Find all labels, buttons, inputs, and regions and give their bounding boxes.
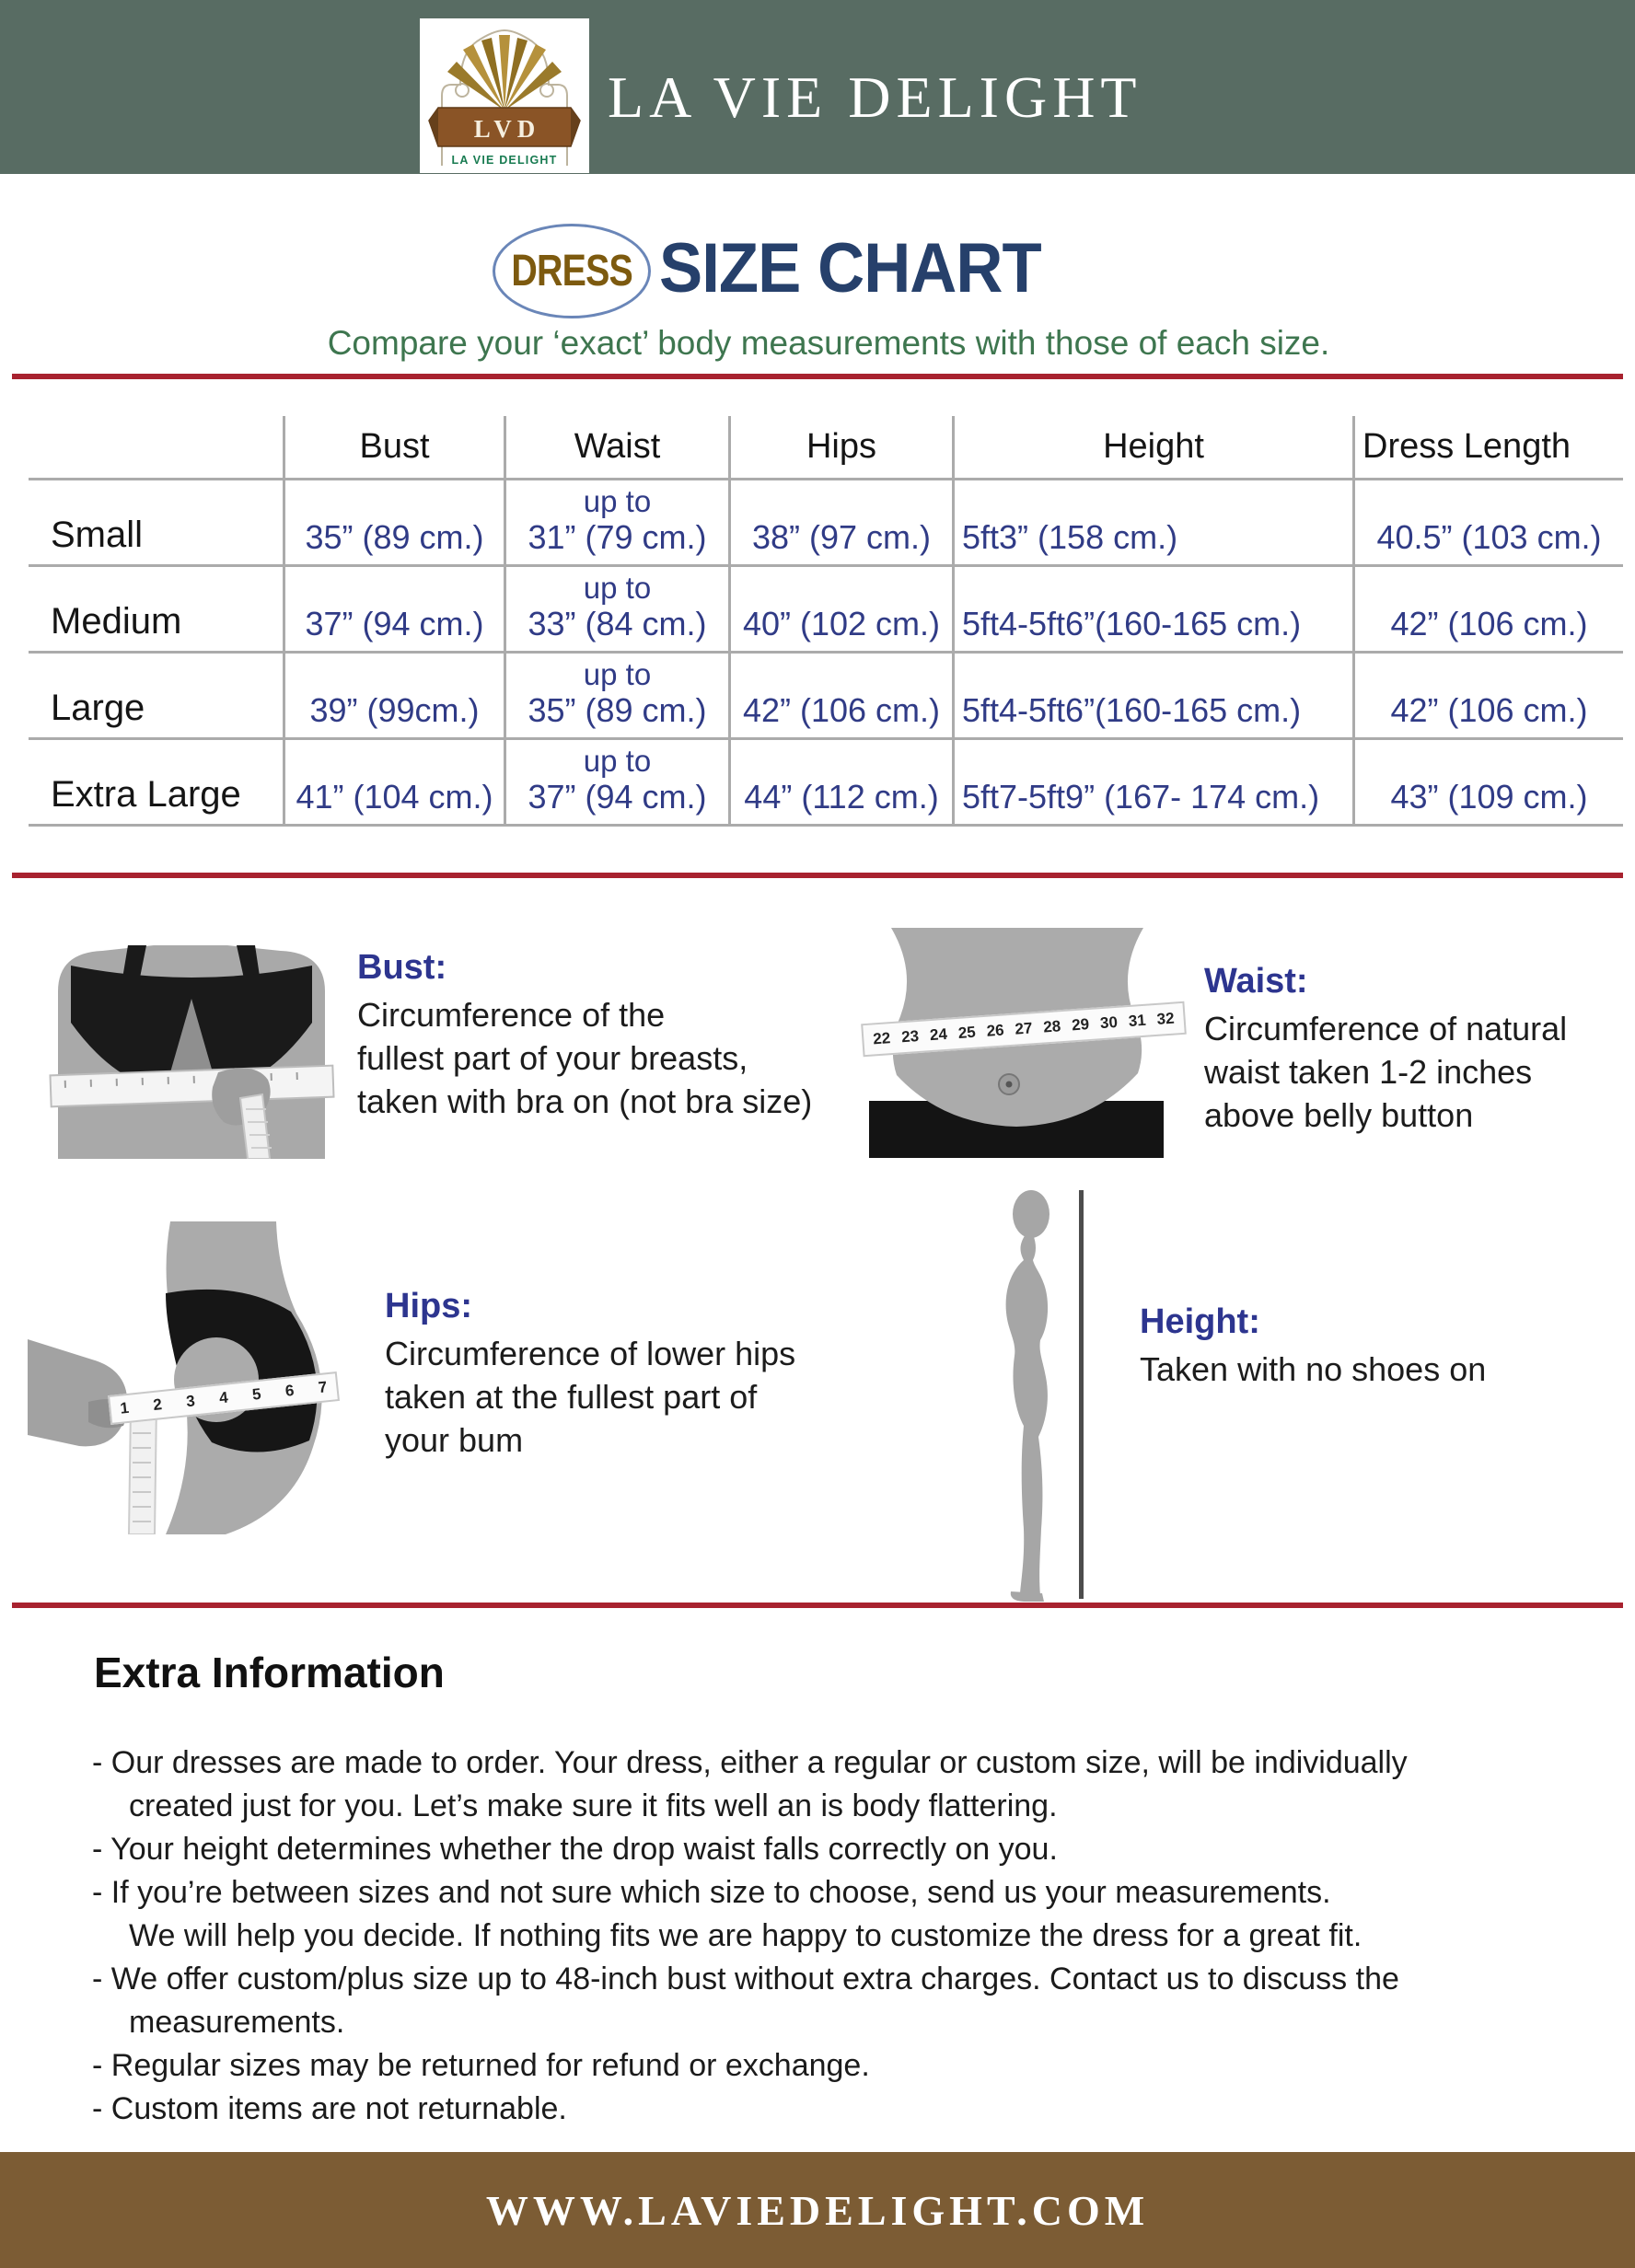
tape-num: 32	[1156, 1009, 1176, 1028]
hips-value-large: 42” (106 cm.)	[728, 654, 952, 740]
tape-num: 25	[957, 1023, 977, 1042]
hips-guide-lines	[385, 1332, 919, 1462]
waist-up-to-note: up to	[583, 743, 652, 778]
hips-value-small: 38” (97 cm.)	[728, 480, 952, 567]
info-line: We will help you decide. If nothing fits we are happy to customize the dress for a great fit.	[129, 1918, 1362, 1953]
column-header-dress-length: Dress Length	[1352, 416, 1623, 480]
info-line: - Your height determines whether the drop waist falls correctly on you.	[92, 1832, 1058, 1867]
column-header-height: Height	[952, 416, 1352, 480]
extra-info-list	[92, 1742, 1602, 2131]
dress-length-value-extra-large: 43” (109 cm.)	[1352, 740, 1623, 827]
logo-fan-icon	[420, 18, 589, 173]
guide-line: fullest part of your breasts,	[357, 1039, 748, 1077]
waist-value-medium: up to 33” (84 cm.)	[504, 567, 728, 654]
height-guide-lines	[1140, 1348, 1545, 1391]
column-header-hips: Hips	[728, 416, 952, 480]
tape-num: 29	[1071, 1015, 1090, 1035]
guide-line: Circumference of natural	[1204, 1010, 1568, 1047]
guide-line: above belly button	[1204, 1096, 1474, 1134]
tape-num: 30	[1099, 1012, 1119, 1033]
guide-line: Taken with no shoes on	[1140, 1350, 1487, 1388]
tape-num: 24	[929, 1024, 948, 1045]
height-value-extra-large: 5ft7-5ft9” (167- 174 cm.)	[952, 740, 1352, 827]
hips-guide-text	[385, 1287, 919, 1462]
column-header-size	[29, 416, 283, 480]
info-line: measurements.	[129, 2005, 345, 2040]
size-label-medium: Medium	[29, 567, 283, 654]
brand-title: LA VIE DELIGHT	[608, 64, 1142, 130]
waist-guide-lines	[1204, 1007, 1628, 1137]
bust-guide-label: Bust:	[357, 948, 447, 987]
hips-guide-label: Hips:	[385, 1287, 472, 1325]
footer-band	[0, 2152, 1635, 2268]
info-line: - Our dresses are made to order. Your dress, either a regular or custom size, will be individually	[92, 1745, 1408, 1780]
guide-line: taken with bra on (not bra size)	[357, 1082, 813, 1120]
guide-line: Circumference of lower hips	[385, 1335, 796, 1372]
waist-guide-text	[1204, 962, 1628, 1137]
hips-value-extra-large: 44” (112 cm.)	[728, 740, 952, 827]
header-band	[0, 0, 1635, 174]
tape-num: 4	[218, 1388, 229, 1407]
dress-badge-label: DRESS	[511, 247, 632, 295]
red-divider-middle	[12, 873, 1623, 878]
bust-value-large: 39” (99cm.)	[283, 654, 504, 740]
waist-value-extra-large: up to 37” (94 cm.)	[504, 740, 728, 827]
column-header-bust: Bust	[283, 416, 504, 480]
red-divider-top	[12, 374, 1623, 379]
tape-num: 5	[251, 1384, 262, 1404]
hips-illustration	[28, 1221, 366, 1534]
bust-value-small: 35” (89 cm.)	[283, 480, 504, 567]
guide-line: taken at the fullest part of	[385, 1378, 758, 1416]
column-header-waist: Waist	[504, 416, 728, 480]
height-illustration	[983, 1188, 1086, 1604]
tape-num: 26	[986, 1021, 1005, 1040]
size-label-small: Small	[29, 480, 283, 567]
tape-num: 2	[152, 1395, 163, 1414]
hips-value-medium: 40” (102 cm.)	[728, 567, 952, 654]
height-value-small: 5ft3” (158 cm.)	[952, 480, 1352, 567]
tape-num: 6	[284, 1382, 296, 1400]
waist-value-small: up to 31” (79 cm.)	[504, 480, 728, 567]
tape-num: 27	[1014, 1019, 1034, 1038]
waist-guide-label: Waist:	[1204, 962, 1308, 1001]
tape-num: 1	[119, 1398, 130, 1418]
info-line: - Regular sizes may be returned for refund or exchange.	[92, 2048, 870, 2083]
info-line: created just for you. Let’s make sure it fits well an is body flattering.	[129, 1788, 1058, 1823]
logo-brand-name: LA VIE DELIGHT	[451, 154, 558, 167]
height-value-medium: 5ft4-5ft6”(160-165 cm.)	[952, 567, 1352, 654]
info-line: - If you’re between sizes and not sure which size to choose, send us your measurements.	[92, 1875, 1331, 1910]
dress-length-value-large: 42” (106 cm.)	[1352, 654, 1623, 740]
extra-info-heading: Extra Information	[94, 1649, 445, 1696]
dress-badge-oval	[493, 224, 651, 318]
page-subtitle: Compare your ‘exact’ body measurements with those of each size.	[327, 324, 1330, 362]
bust-value-extra-large: 41” (104 cm.)	[283, 740, 504, 827]
guide-line: Circumference of the	[357, 996, 666, 1034]
waist-up-to-note: up to	[583, 483, 652, 518]
tape-num: 7	[317, 1378, 329, 1397]
tape-num: 22	[872, 1029, 891, 1048]
footer-url: WWW.LAVIEDELIGHT.COM	[485, 2186, 1150, 2234]
guide-line: waist taken 1-2 inches	[1204, 1053, 1533, 1091]
page-title: SIZE CHART	[659, 229, 1041, 307]
height-guide-text	[1140, 1302, 1545, 1391]
waist-illustration	[869, 928, 1182, 1158]
info-line: - We offer custom/plus size up to 48-inch bust without extra charges. Contact us to discuss the	[92, 1961, 1399, 1996]
tape-num: 28	[1042, 1017, 1061, 1036]
brand-logo	[420, 18, 589, 173]
bust-illustration	[43, 934, 341, 1159]
tape-num: 23	[900, 1026, 920, 1047]
bust-guide-lines	[357, 993, 891, 1123]
logo-monogram: LVD	[473, 115, 541, 143]
height-guide-label: Height:	[1140, 1302, 1260, 1341]
tape-num: 3	[185, 1392, 196, 1411]
tape-num: 31	[1128, 1011, 1147, 1031]
info-line: - Custom items are not returnable.	[92, 2091, 567, 2126]
red-divider-bottom	[12, 1603, 1623, 1608]
waist-value-large: up to 35” (89 cm.)	[504, 654, 728, 740]
height-value-large: 5ft4-5ft6”(160-165 cm.)	[952, 654, 1352, 740]
size-label-large: Large	[29, 654, 283, 740]
dress-length-value-medium: 42” (106 cm.)	[1352, 567, 1623, 654]
guide-line: your bum	[385, 1421, 524, 1459]
dress-length-value-small: 40.5” (103 cm.)	[1352, 480, 1623, 567]
bust-value-medium: 37” (94 cm.)	[283, 567, 504, 654]
waist-up-to-note: up to	[583, 656, 652, 691]
waist-up-to-note: up to	[583, 570, 652, 605]
size-chart-table	[29, 416, 1623, 827]
bust-guide-text	[357, 948, 891, 1123]
size-label-extra-large: Extra Large	[29, 740, 283, 827]
